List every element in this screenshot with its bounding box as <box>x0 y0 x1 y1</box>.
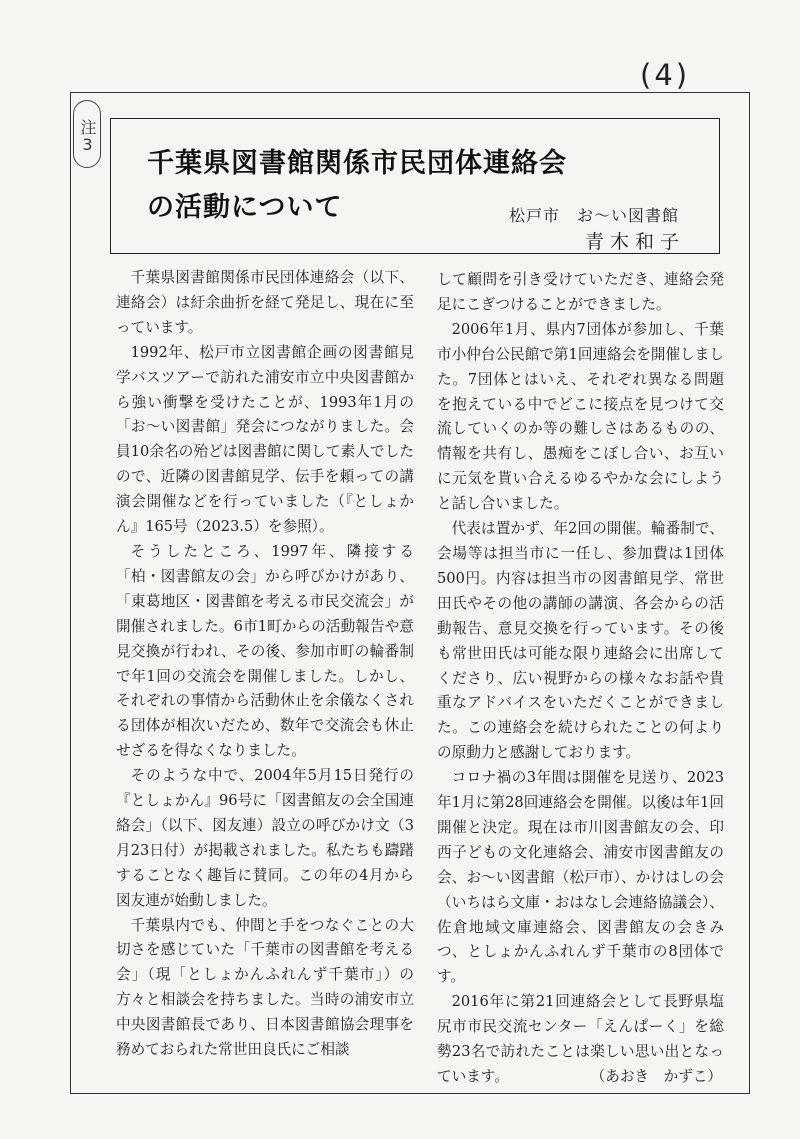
signature: （あおき かずこ） <box>590 1068 722 1086</box>
title-line-1: 千葉県図書館関係市民団体連絡会 <box>147 148 567 179</box>
paragraph: 千葉県図書館関係市民団体連絡会（以下、連絡会）は紆余曲折を経て発足し、現在に至っています。 <box>116 269 414 336</box>
author-name: 青木和子 <box>585 231 686 253</box>
right-column <box>437 268 724 1090</box>
paragraph: そのような中で、2004年5月15日発行の『としょかん』96号に「図書館友の会全国連絡会」（以下、図友連）設立の呼びかけ文（3月23日付）が掲載されました。私たちも躊躇することなく趣旨に賛同。この年の4月から図友連が始動しました。 <box>116 767 414 909</box>
paragraph: 千葉県内でも、仲間と手をつなぐことの大切さを感じていた「千葉市の図書館を考える会」（現「としょかんふれんず千葉市」）の方々と相談会を持ちました。当時の浦安市立中央図書館長であり、日本図書館協会理事を務めておられた常世田良氏にご相談 <box>116 916 414 1059</box>
paragraph: 1992年、松戸市立図書館企画の図書館見学バスツアーで訪れた浦安市立中央図書館から強い衝撃を受けたことが、1993年1月の「お～い図書館」発会につながりました。会員10余名の殆どは図書館に関して素人でしたので、近隣の図書館見学、伝手を頼っての講演会開催などを行っていました（『としょかん』165号（2023.5）を参照）。 <box>116 343 414 536</box>
left-column <box>116 266 414 1063</box>
paragraph: 2016年に第21回連絡会として長野県塩尻市市民交流センター「えんぱーく」を総勢23名で訪れたことは楽しい思い出となっています。 <box>437 993 724 1085</box>
paragraph: コロナ禍の3年間は開催を見送り、2023年1月に第28回連絡会を開催。以後は年1回開催と決定。現在は市川図書館友の会、印西子どもの文化連絡会、浦安市図書館友の会、お～い図書館（松戸市）、かけはしの会（いちはら文庫・おはなし会連絡協議会）、佐倉地域文庫連絡会、図書館友の会きみつ、としょかんふれんず千葉市の8団体です。 <box>437 769 724 986</box>
author-organization: 松戸市 お～い図書館 <box>509 206 680 225</box>
paragraph: 2006年1月、県内7団体が参加し、千葉市小仲台公民館で第1回連絡会を開催しました。7団体とはいえ、それぞれ異なる問題を抱えている中でどこに接点を見つけて交流していくのか等の難しさはあるものの、情報を共有し、愚痴をこぼし合い、お互いに元気を貰い合えるゆるやかな会にしようと話し合いました。 <box>437 320 724 513</box>
note-mark: 注3 <box>73 100 101 168</box>
paragraph: 代表は置かず、年2回の開催。輪番制で、会場等は担当市に一任し、参加費は1団体500円。内容は担当市の図書館見学、常世田氏やその他の講師の講演、各会からの活動報告、意見交換を行っています。その後も常世田氏は可能な限り連絡会に出席してくださり、広い視野からの様々なお話や貴重なアドバイスをいただくことができました。この連絡会を続けられたことの何よりの原動力と感謝しております。 <box>437 520 724 762</box>
paragraph-continuation: して顧問を引き受けていただき、連絡会発足にこぎつけることができました。 <box>437 271 724 313</box>
paragraph: そうしたところ、1997年、隣接する「柏・図書館友の会」から呼びかけがあり、「東葛地区・図書館を考える市民交流会」が開催されました。6市1町からの活動報告や意見交換が行われ、その後、参加市町の輪番制で年1回の交流会を開催しました。しかし、それぞれの事情から活動休止を余儀なくされる団体が相次いだため、数年で交流会も休止せざるを得なくなりました。 <box>116 542 414 760</box>
title-box <box>110 118 720 254</box>
title-line-2: の活動について <box>147 192 343 223</box>
page-number: (4) <box>640 58 691 92</box>
